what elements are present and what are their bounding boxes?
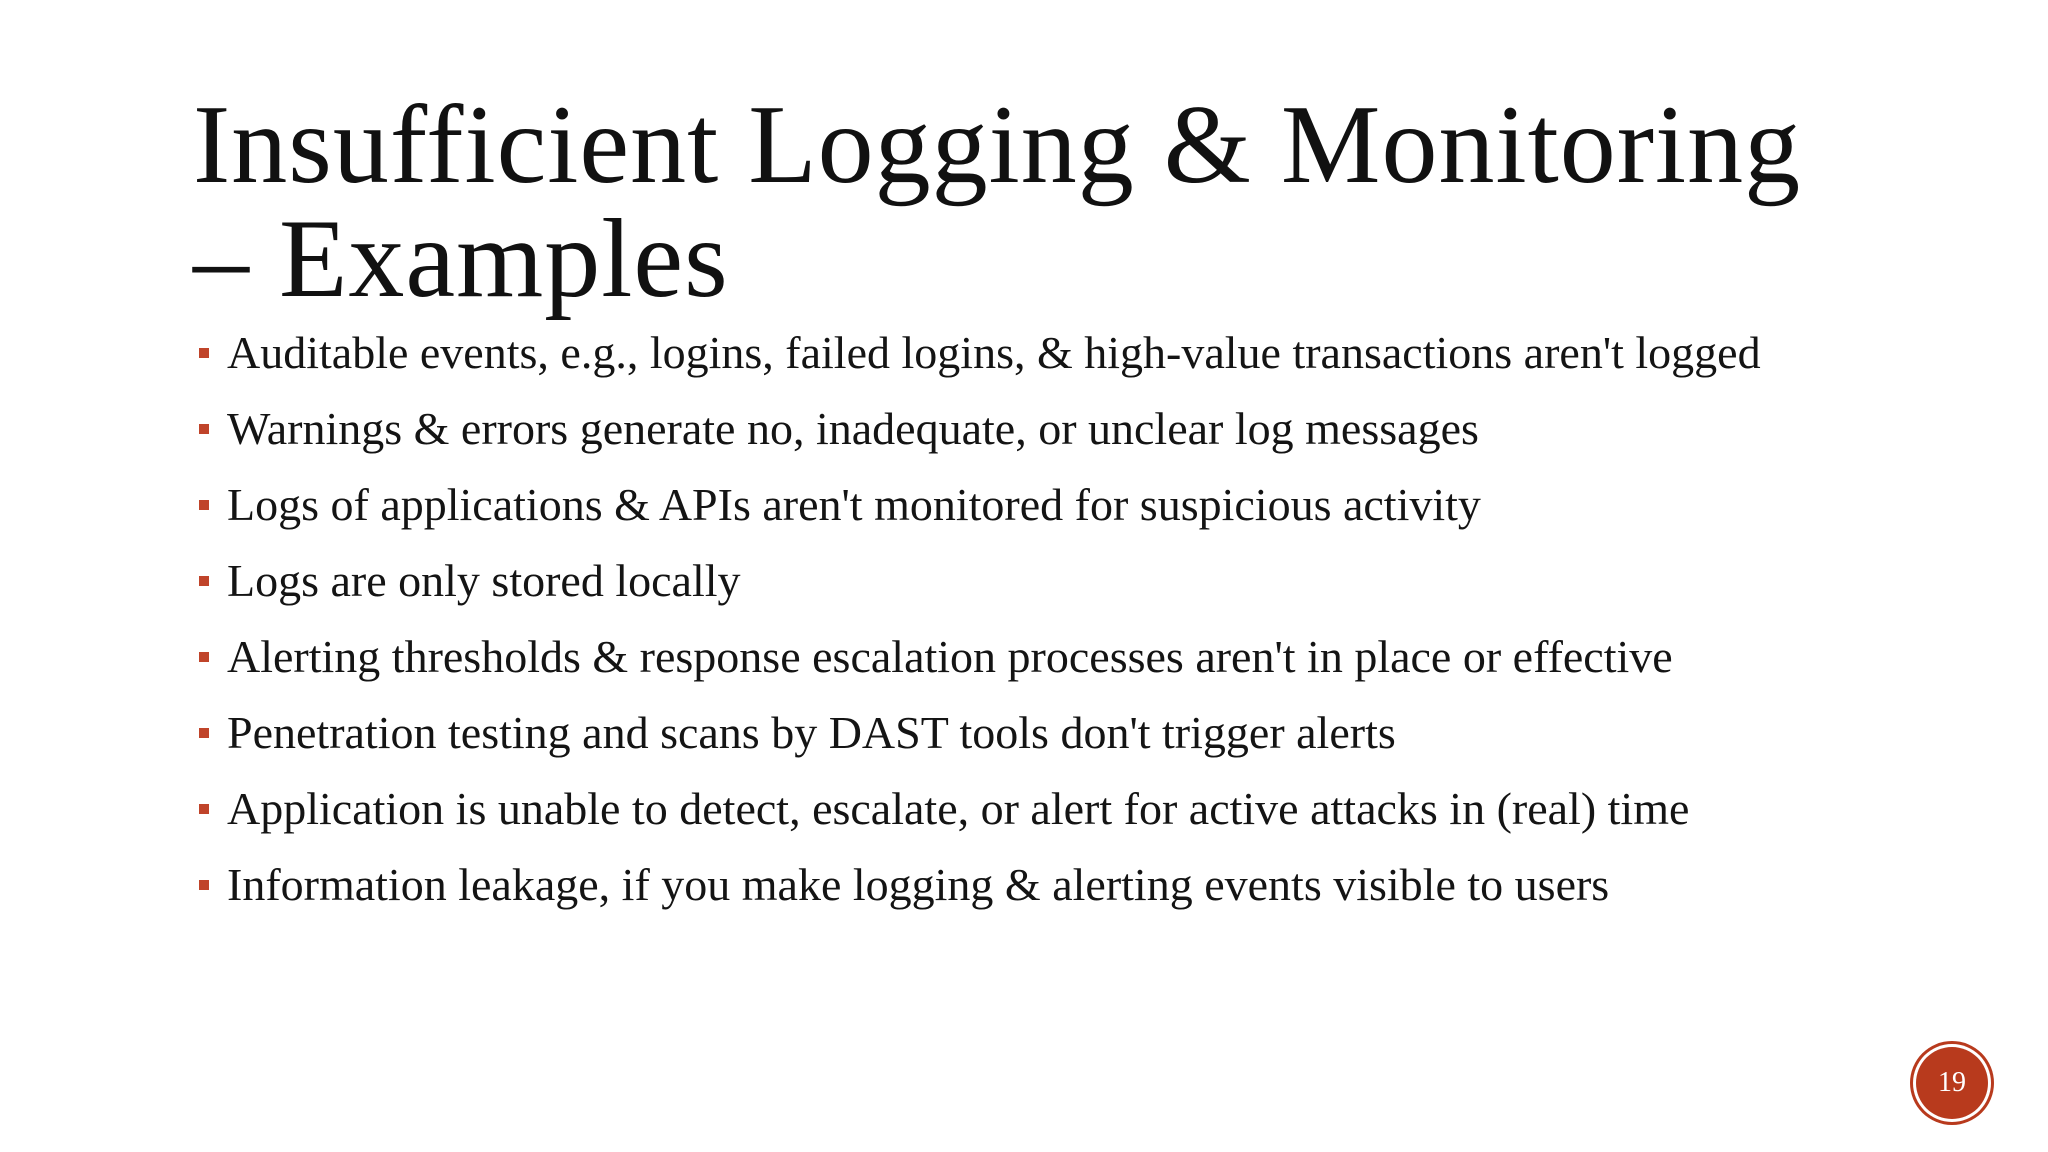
bullet-item <box>195 784 1915 834</box>
page-number-badge <box>1916 1047 1988 1119</box>
square-bullet-icon <box>199 424 209 434</box>
square-bullet-icon <box>199 728 209 738</box>
bullet-text: Penetration testing and scans by DAST tools don't trigger alerts <box>227 707 1396 758</box>
bullet-list <box>195 328 1915 936</box>
square-bullet-icon <box>199 804 209 814</box>
slide-title-line-2: – Examples <box>193 197 729 321</box>
bullet-text: Information leakage, if you make logging & alerting events visible to users <box>227 859 1610 910</box>
bullet-item <box>195 860 1915 910</box>
bullet-item <box>195 556 1915 606</box>
bullet-text: Warnings & errors generate no, inadequate, or unclear log messages <box>227 403 1479 454</box>
bullet-item <box>195 480 1915 530</box>
bullet-item <box>195 708 1915 758</box>
slide-title-line-1: Insufficient Logging & Monitoring <box>193 83 1802 207</box>
bullet-item <box>195 404 1915 454</box>
square-bullet-icon <box>199 652 209 662</box>
bullet-item <box>195 328 1915 378</box>
square-bullet-icon <box>199 500 209 510</box>
square-bullet-icon <box>199 880 209 890</box>
square-bullet-icon <box>199 348 209 358</box>
bullet-text: Alerting thresholds & response escalation processes aren't in place or effective <box>227 631 1673 682</box>
bullet-text: Auditable events, e.g., logins, failed logins, & high-value transactions aren't logged <box>227 327 1761 378</box>
bullet-item <box>195 632 1915 682</box>
bullet-text: Application is unable to detect, escalate, or alert for active attacks in (real) time <box>227 783 1690 834</box>
slide-title <box>193 83 1993 321</box>
bullet-text: Logs of applications & APIs aren't monitored for suspicious activity <box>227 479 1481 530</box>
square-bullet-icon <box>199 576 209 586</box>
bullet-text: Logs are only stored locally <box>227 555 741 606</box>
page-number: 19 <box>1938 1067 1966 1098</box>
